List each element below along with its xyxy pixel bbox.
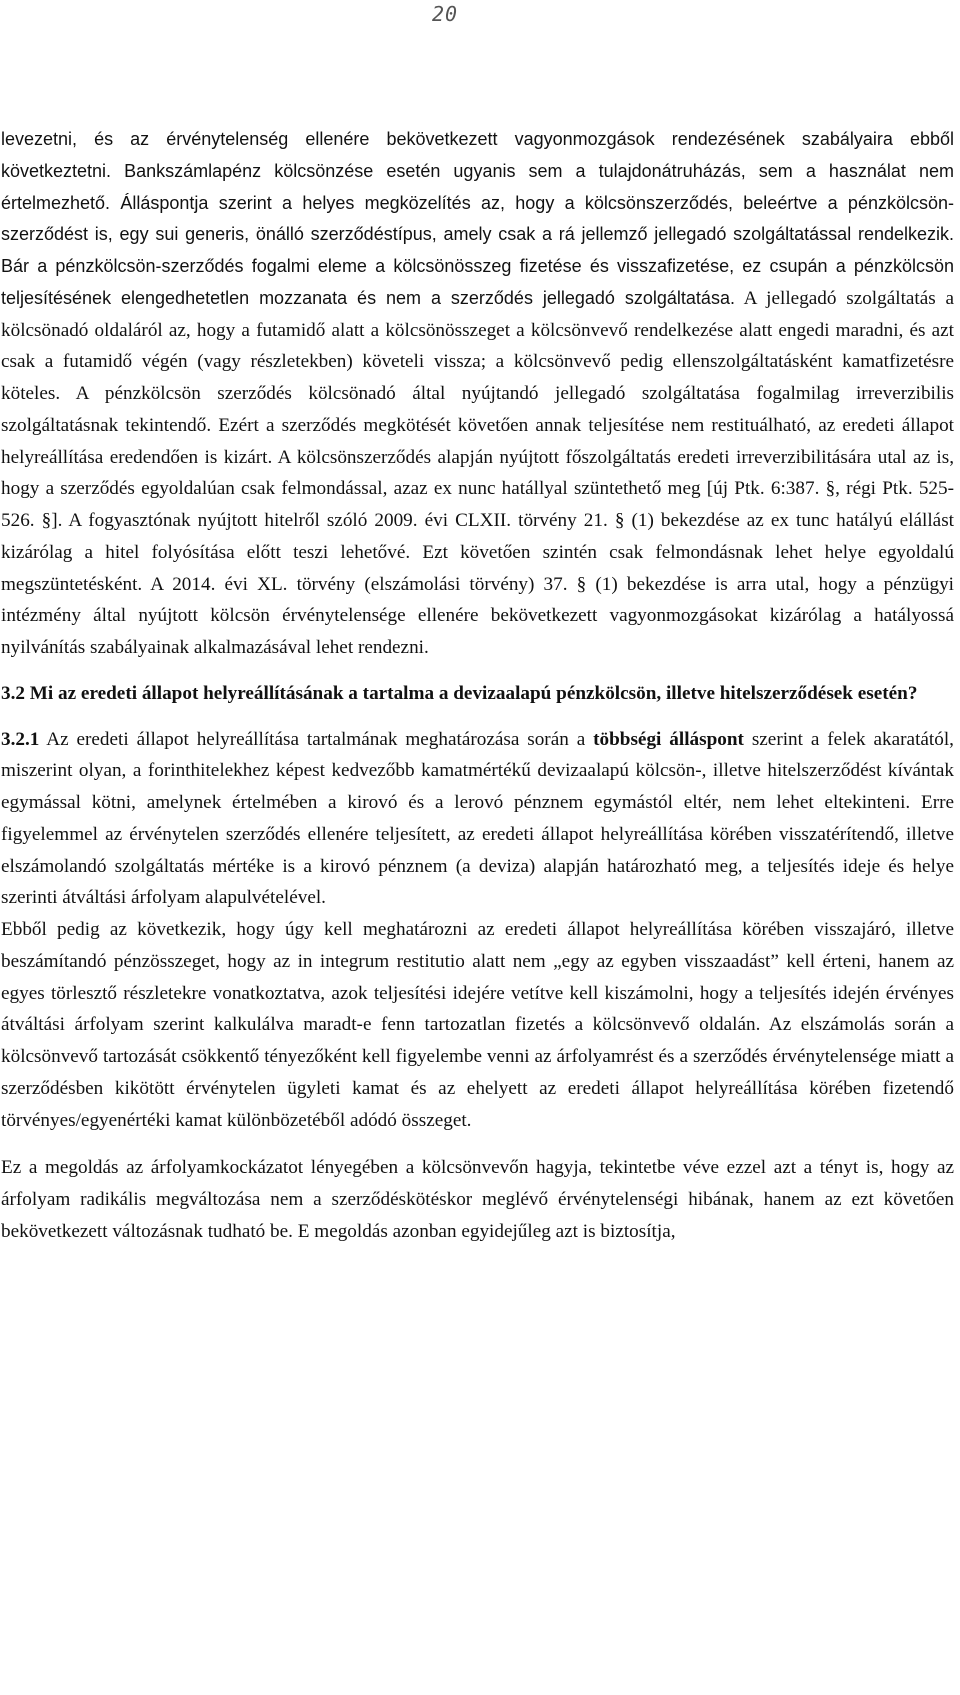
paragraph-2-number: 3.2.1 <box>1 728 40 750</box>
spacer <box>1 664 954 678</box>
paragraph-4: Ez a megoldás az árfolyamkockázatot lényegében a kölcsönvevőn hagyja, tekintetbe véve ezzel azt a tényt is, hogy az árfolyam radikális megváltozása nem a szerződéskötéskor meglévő érvénytelenségi hibának, hanem az ezt követően bekövetkezett változásnak tudható be. E megoldás azonban egyidejűleg azt is biztosítja, <box>1 1157 954 1242</box>
paragraph-1-text: A jellegadó szolgáltatás a kölcsönadó oldaláról az, hogy a futamidő alatt a kölcsönösszeget a kölcsönvevő rendelkezése alatt engedi maradni, és azt csak a futamidő végén (vagy részletekben) követeli vissza; a kölcsönvevő pedig ellenszolgáltatásként kamatfizetésre köteles. A pénzkölcsön szerződés kölcsönadó által nyújtandó jellegadó szolgáltatása fogalmilag irreverzibilis szolgáltatásnak tekintendő. Ezért a szerződés megkötését követően annak teljesítése nem restituálható, az eredeti állapot helyreállítása eredendően is kizárt. A kölcsönszerződés alapján nyújtott főszolgáltatás eredeti irreverzibilitására utal az is, hogy a szerződés egyoldalúan csak felmondással, azaz ex nunc hatállyal szüntethető meg [új Ptk. 6:387. §, régi Ptk. 525-526. §]. A fogyasztónak nyújtott hitelről szóló 2009. évi CLXII. törvény 21. § (1) bekezdése az ex tunc hatályú elállást kizárólag a hitel folyósítása előtt teszi lehetővé. Ezt követően szintén csak felmondásnak lehet helye egyoldalú megszüntetésként. A 2014. évi XL. törvény (elszámolási törvény) 37. § (1) bekezdése is arra utal, hogy a pénzügyi intézmény által nyújtott kölcsön érvénytelensége ellenére bekövetkezett vagyonmozgásokat kizárólag a hatályossá nyilvánítás szabályainak alkalmazásával lehet rendezni. <box>1 287 954 658</box>
paragraph-1-sans-text: levezetni, és az érvénytelenség ellenére bekövetkezett vagyonmozgások rendezésének szabályaira ebből következtetni. Bankszámlapénz kölcsönzése esetén ugyanis sem a tulajdonátruházás, sem a használat nem értelmezhető. Álláspontja szerint a helyes megközelítés az, hogy a kölcsönszerződés, beleértve a pénzkölcsön-szerződést is, egy sui generis, önálló szerződéstípus, amely csak a rá jellemző jellegadó szolgáltatással rendelkezik. Bár a pénzkölcsön-szerződés fogalmi eleme a kölcsönösszeg fizetése és visszafizetése, ez csupán a pénzkölcsön teljesítésének elengedhetetlen mozzanata és nem a szerződés jellegadó szolgáltatása. <box>1 129 954 308</box>
paragraph-2-post: szerint a felek akaratától, miszerint olyan, a forinthitelekhez képest kedvezőbb kamatmértékű devizaalapú kölcsön-, illetve hitelszerződést kívántak egymással kötni, amelynek értelmében a kirovó és a lerovó pénznem egymástól eltér, nem lehet eltekinteni. Erre figyelemmel az érvénytelen szerződés ellenére teljesített, az eredeti állapot helyreállítása körében visszatérítendő, illetve elszámolandó szolgáltatás mértéke is a kirovó pénznem (a deviza) alapján határozható meg, a teljesítés ideje és helye szerinti átváltási árfolyam alapulvételével. <box>1 728 954 909</box>
section-heading: 3.2 Mi az eredeti állapot helyreállításának a tartalma a devizaalapú pénzkölcsön, illetve hitelszerződések esetén? <box>1 682 918 704</box>
paragraph-2-emphasis: többségi álláspont <box>593 728 744 750</box>
spacer <box>1 710 954 724</box>
paragraph-3: Ebből pedig az következik, hogy úgy kell meghatározni az eredeti állapot helyreállítása körében visszajáró, illetve beszámítandó pénzösszeget, hogy az in integrum restitutio alatt nem „egy az egyben visszaadást” kell érteni, hanem az egyes törlesztő részletekre vonatkoztatva, azok teljesítési idejére vetítve kell kiszámolni, hogy a teljesítés idején érvényes átváltási árfolyam szerint kalkulálva maradt-e fenn tartozatlan fizetés a kölcsönvevő oldalán. Az elszámolás során a kölcsönvevő tartozását csökkentő tényezőként kell figyelembe venni az árfolyamrést és a szerződés érvénytelensége miatt a szerződésben kikötött érvénytelen ügyleti kamat és az ehelyett az eredeti állapot helyreállítása körében fizetendő törvényes/egyenértéki kamat különbözetéből adódó összeget. <box>1 919 954 1131</box>
page-number: 20 <box>432 2 459 26</box>
paragraph-1 <box>1 124 954 664</box>
spacer <box>1 1136 954 1152</box>
document-body <box>1 124 954 1248</box>
paragraph-2 <box>1 724 954 915</box>
paragraph-2-pre: Az eredeti állapot helyreállítása tartalmának meghatározása során a <box>39 728 594 750</box>
